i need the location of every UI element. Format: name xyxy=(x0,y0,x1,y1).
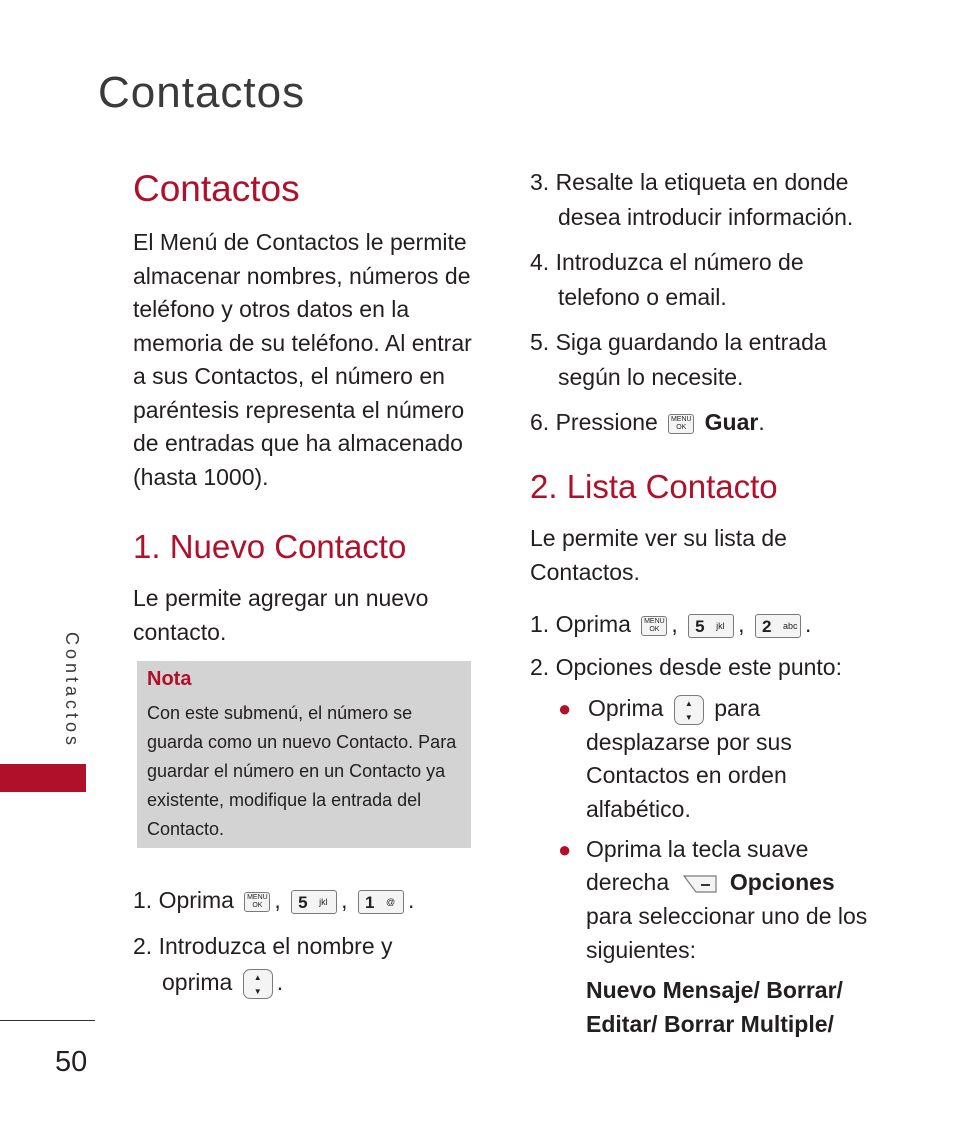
lista-step-2: 2. Opciones desde este punto: xyxy=(530,654,842,680)
bullet-dot: ● xyxy=(558,696,572,721)
nuevo-contacto-heading: 1. Nuevo Contacto xyxy=(133,528,407,565)
key-5-icon: 5 jkl xyxy=(291,890,337,914)
nuevo-contacto-description: Le permite agregar un nuevo contacto. xyxy=(133,585,429,645)
right-softkey-icon xyxy=(682,874,718,894)
step-6: 6. Pressione MENU OK Guar. xyxy=(530,409,765,435)
lista-step-1: 1. Oprima MENU OK , 5 jkl , 2 abc . xyxy=(530,611,812,637)
guar-label: Guar xyxy=(704,409,759,435)
bullet-1-line4: alfabético. xyxy=(586,796,691,822)
note-text: Con este submenú, el número se guarda como un nuevo Contacto. Para guardar el número en un Contacto ya existente, modifique la entrada del Contacto. xyxy=(147,703,457,839)
lista-contacto-heading: 2. Lista Contacto xyxy=(530,468,778,505)
nav-key-icon: ▲ ▼ xyxy=(674,695,704,725)
options-list-line2: Editar/ Borrar Multiple/ xyxy=(586,1011,834,1037)
key-1-icon: 1 @ xyxy=(358,890,404,914)
step-5-line1: 5. Siga guardando la entrada xyxy=(530,329,827,355)
lista-contacto-description: Le permite ver su lista de Contactos. xyxy=(530,525,787,585)
intro-paragraph: El Menú de Contactos le permite almacenar nombres, números de teléfono y otros datos en la memoria de su teléfono. Al entrar a sus Contactos, el número en paréntesis representa el número de entradas que ha almacenado (hasta 1000). xyxy=(133,229,472,490)
nuevo-step-1-text: 1. Oprima xyxy=(133,887,234,913)
bullet-dot: ● xyxy=(558,837,572,862)
bullet-1-line3: Contactos en orden xyxy=(586,762,787,788)
bullet-2-line3: para seleccionar uno de los xyxy=(586,903,868,929)
side-accent-bar xyxy=(0,764,86,792)
step-3-line1: 3. Resalte la etiqueta en donde xyxy=(530,169,849,195)
bullet-1-line2: desplazarse por sus xyxy=(586,729,792,755)
step-3-line2: desea introducir información. xyxy=(558,204,854,230)
nuevo-step-2-line2: oprima ▲ ▼ . xyxy=(162,966,283,1000)
bullet-1-line1: Oprima ▲ ▼ para xyxy=(588,692,760,726)
page-header-title: Contactos xyxy=(98,68,306,117)
bullet-2-line2: derecha Opciones xyxy=(586,869,835,895)
page-number: 50 xyxy=(55,1046,88,1078)
menu-ok-key-icon: MENU OK xyxy=(668,414,694,434)
options-list-line1: Nuevo Mensaje/ Borrar/ xyxy=(586,977,843,1003)
nav-key-icon: ▲ ▼ xyxy=(243,969,273,999)
key-2-icon: 2 abc xyxy=(755,614,801,638)
nuevo-step-1: 1. Oprima MENU OK , 5 jkl , 1 @ . xyxy=(133,887,415,913)
note-title: Nota xyxy=(147,668,192,690)
step-4-line1: 4. Introduzca el número de xyxy=(530,249,804,275)
nuevo-step-2-line1: 2. Introduzca el nombre y xyxy=(133,933,393,959)
menu-ok-key-icon: MENU OK xyxy=(641,616,667,636)
key-5-icon: 5 jkl xyxy=(688,614,734,638)
side-section-label: Contactos xyxy=(62,632,82,750)
bullet-2-line1: Oprima la tecla suave xyxy=(586,836,809,862)
main-heading: Contactos xyxy=(133,168,300,209)
step-4-line2: telefono o email. xyxy=(558,284,727,310)
step-5-line2: según lo necesite. xyxy=(558,364,744,390)
bullet-2-line4: siguientes: xyxy=(586,937,696,963)
footer-divider xyxy=(0,1020,95,1021)
opciones-label: Opciones xyxy=(729,869,835,895)
note-box xyxy=(137,661,471,848)
menu-ok-key-icon: MENU OK xyxy=(244,892,270,912)
